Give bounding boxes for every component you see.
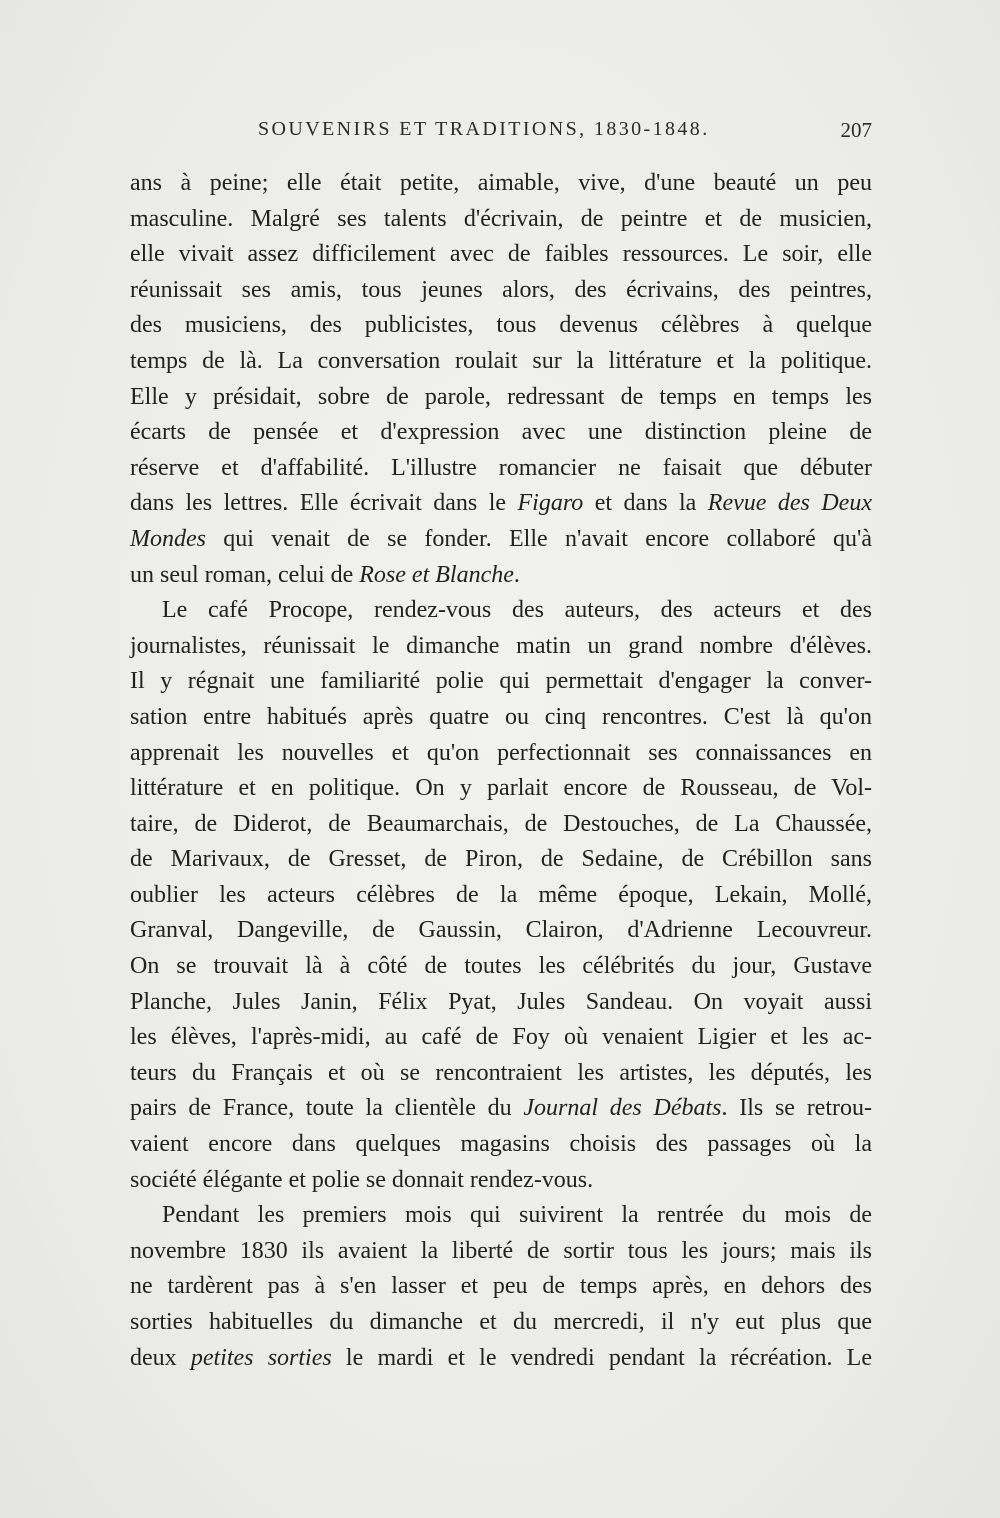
italic-text: Mondes <box>130 525 206 552</box>
text-line <box>130 451 872 487</box>
text-segment: société élégante et polie se donnait rendez-vous. <box>130 1166 594 1193</box>
text-line <box>130 807 872 843</box>
text-segment: sorties habituelles du dimanche et du mercredi, il n'y eut plus que <box>130 1309 872 1335</box>
text-segment: taire, de Diderot, de Beaumarchais, de Destouches, de La Chaussée, <box>130 810 872 837</box>
text-segment: Elle y présidait, sobre de parole, redressant de temps en temps les <box>130 383 872 410</box>
text-line <box>130 878 872 914</box>
text-segment: pairs de France, toute la clientèle du <box>130 1095 524 1122</box>
text-segment: deux <box>130 1344 191 1371</box>
text-line <box>130 949 872 985</box>
text-segment: masculine. Malgré ses talents d'écrivain, de peintre et de musicien, <box>130 205 872 232</box>
running-title: SOUVENIRS ET TRADITIONS, 1830-1848. <box>258 118 710 140</box>
text-line <box>130 558 872 594</box>
body-text <box>130 166 872 1376</box>
italic-text: Rose et Blanche <box>359 561 514 588</box>
page-number: 207 <box>840 118 872 142</box>
text-segment: On se trouvait là à côté de toutes les célébrités du jour, Gustave <box>130 953 872 980</box>
italic-text: Journal des Débats <box>523 1095 722 1122</box>
text-line <box>130 629 872 665</box>
italic-text: Figaro <box>517 490 584 517</box>
text-segment: les élèves, l'après-midi, au café de Foy où venaient Ligier et les ac- <box>130 1024 872 1051</box>
text-segment: ne tardèrent pas à s'en lasser et peu de temps après, en dehors des <box>130 1273 872 1300</box>
text-line <box>130 842 872 878</box>
text-line <box>130 273 872 309</box>
text-segment: et dans la <box>583 490 708 517</box>
text-segment: Planche, Jules Janin, Félix Pyat, Jules Sandeau. On voyait aussi <box>130 988 872 1015</box>
text-line <box>130 664 872 700</box>
text-line <box>130 1091 872 1127</box>
text-segment: sation entre habitués après quatre ou cinq rencontres. C'est là qu'on <box>130 703 872 730</box>
text-segment: littérature et en politique. On y parlait encore de Rousseau, de Vol- <box>130 775 872 802</box>
text-line <box>130 913 872 949</box>
text-segment: temps de là. La conversation roulait sur la littérature et la politique. <box>130 347 872 374</box>
text-segment: de Marivaux, de Gresset, de Piron, de Sedaine, de Crébillon sans <box>130 846 872 873</box>
text-segment: réserve et d'affabilité. L'illustre romancier ne faisait que débuter <box>130 454 872 481</box>
text-segment: Granval, Dangeville, de Gaussin, Clairon, d'Adrienne Lecouvreur. <box>130 917 872 944</box>
text-line <box>130 1269 872 1305</box>
text-segment: écarts de pensée et d'expression avec une distinction pleine de <box>130 419 872 446</box>
text-segment: novembre 1830 ils avaient la liberté de sortir tous les jours; mais ils <box>130 1237 872 1264</box>
text-line <box>130 237 872 273</box>
text-segment: vaient encore dans quelques magasins choisis des passages où la <box>130 1131 872 1158</box>
text-line <box>130 415 872 451</box>
text-line <box>130 202 872 238</box>
text-segment: . <box>513 561 520 588</box>
text-segment: Pendant les premiers mois qui suivirent la rentrée du mois de <box>162 1202 872 1229</box>
text-line <box>130 344 872 380</box>
text-line <box>130 308 872 344</box>
text-segment: qui venait de se fonder. Elle n'avait encore collaboré qu'à <box>205 525 872 552</box>
text-segment: Le café Procope, rendez-vous des auteurs, des acteurs et des <box>162 597 872 624</box>
text-line <box>130 1127 872 1163</box>
text-segment: réunissait ses amis, tous jeunes alors, des écrivains, des peintres, <box>130 276 872 303</box>
text-line <box>130 522 872 558</box>
text-line <box>130 1056 872 1092</box>
text-segment: des musiciens, des publicistes, tous devenus célèbres à quelque <box>130 312 872 339</box>
running-header <box>130 118 872 146</box>
text-segment: ans à peine; elle était petite, aimable, vive, d'une beauté un peu <box>130 170 872 196</box>
text-line <box>130 736 872 772</box>
text-segment: journalistes, réunissait le dimanche matin un grand nombre d'élèves. <box>130 632 872 659</box>
text-segment: un seul roman, celui de <box>130 561 360 588</box>
text-segment: le mardi et le vendredi pendant la récréation. Le <box>331 1344 872 1371</box>
text-line <box>130 593 872 629</box>
text-segment: apprenait les nouvelles et qu'on perfectionnait ses connaissances en <box>130 739 872 766</box>
text-line <box>130 486 872 522</box>
text-line <box>130 1234 872 1270</box>
text-line <box>130 700 872 736</box>
text-line <box>130 1163 872 1199</box>
text-segment: teurs du Français et où se rencontraient les artistes, les députés, les <box>130 1059 872 1086</box>
text-line <box>130 1020 872 1056</box>
text-segment: . Ils se retrou- <box>721 1095 872 1122</box>
text-segment: dans les lettres. Elle écrivait dans le <box>130 490 518 517</box>
text-line <box>130 380 872 416</box>
text-line <box>130 1341 872 1377</box>
text-line <box>130 1305 872 1341</box>
text-segment: oublier les acteurs célèbres de la même époque, Lekain, Mollé, <box>130 881 872 908</box>
text-segment: Il y régnait une familiarité polie qui permettait d'engager la conver- <box>130 668 872 695</box>
text-line <box>130 985 872 1021</box>
text-line <box>130 1198 872 1234</box>
text-line <box>130 166 872 202</box>
text-line <box>130 771 872 807</box>
italic-text: Revue des Deux <box>707 490 872 517</box>
text-segment: elle vivait assez difficilement avec de faibles ressources. Le soir, elle <box>130 241 872 268</box>
italic-text: petites sorties <box>190 1344 332 1371</box>
